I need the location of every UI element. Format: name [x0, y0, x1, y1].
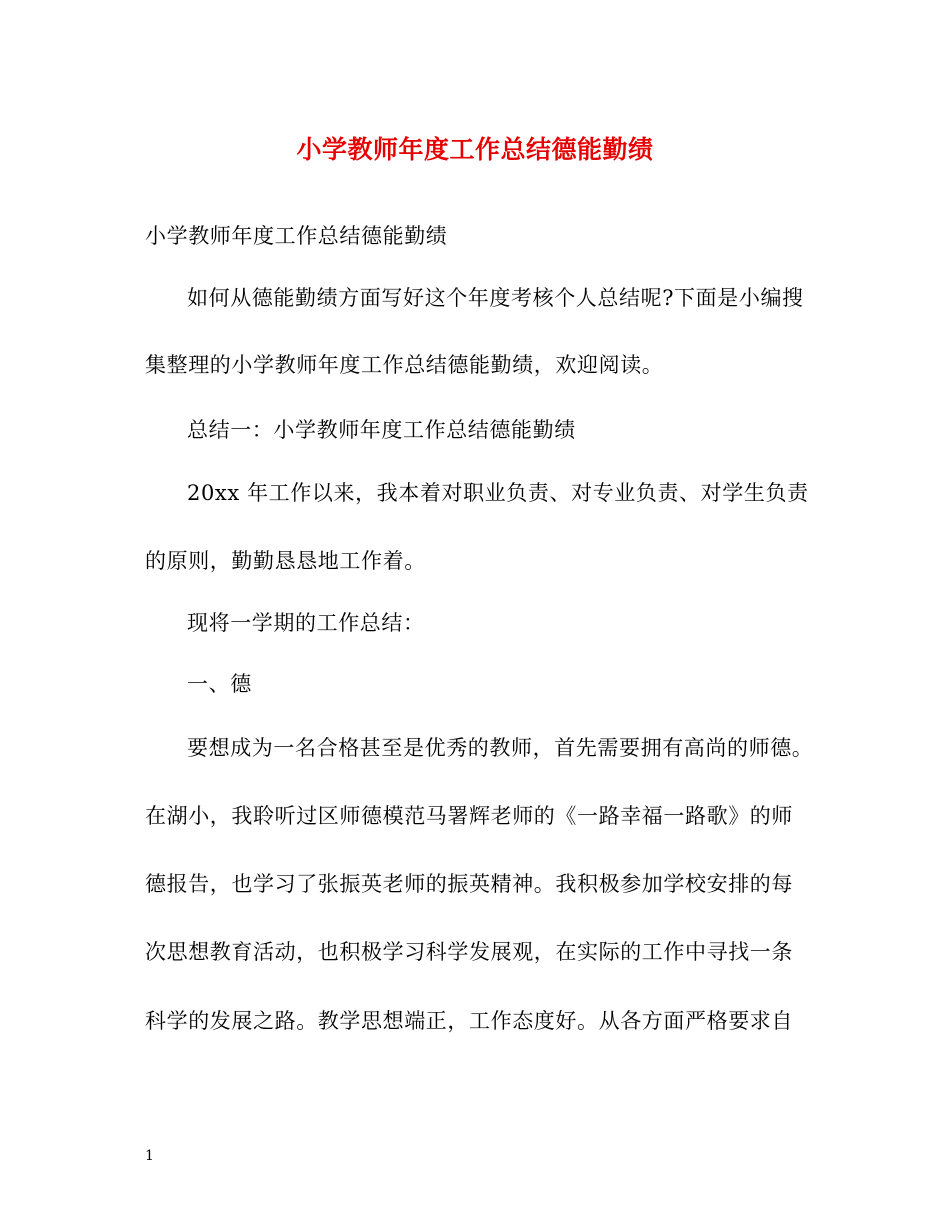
paragraph-line: 20xx 年工作以来，我本着对职业负责、对专业负责、对学生负责 — [187, 481, 809, 505]
section-heading: 一、德 — [187, 672, 252, 696]
document-title: 小学教师年度工作总结德能勤绩 — [296, 135, 654, 164]
paragraph-line: 如何从德能勤绩方面写好这个年度考核个人总结呢?下面是小编搜 — [187, 286, 804, 310]
paragraph-line: 集整理的小学教师年度工作总结德能勤绩，欢迎阅读。 — [145, 353, 664, 377]
paragraph-line: 科学的发展之路。教学思想端正，工作态度好。从各方面严格要求自 — [145, 1009, 793, 1033]
subtitle-line: 小学教师年度工作总结德能勤绩 — [145, 224, 448, 248]
paragraph-line: 要想成为一名合格甚至是优秀的教师，首先需要拥有高尚的师德。 — [187, 736, 814, 760]
paragraph-line: 次思想教育活动，也积极学习科学发展观，在实际的工作中寻找一条 — [145, 940, 793, 964]
paragraph-line: 的原则，勤勤恳恳地工作着。 — [145, 549, 426, 573]
section-heading: 总结一：小学教师年度工作总结德能勤绩 — [187, 418, 576, 442]
paragraph-line: 在湖小，我聆听过区师德模范马署辉老师的《一路幸福一路歌》的师 — [145, 804, 793, 828]
paragraph-line: 现将一学期的工作总结： — [187, 611, 425, 635]
page-number: 1 — [145, 1148, 154, 1164]
paragraph-line: 德报告，也学习了张振英老师的振英精神。我积极参加学校安排的每 — [145, 872, 793, 896]
